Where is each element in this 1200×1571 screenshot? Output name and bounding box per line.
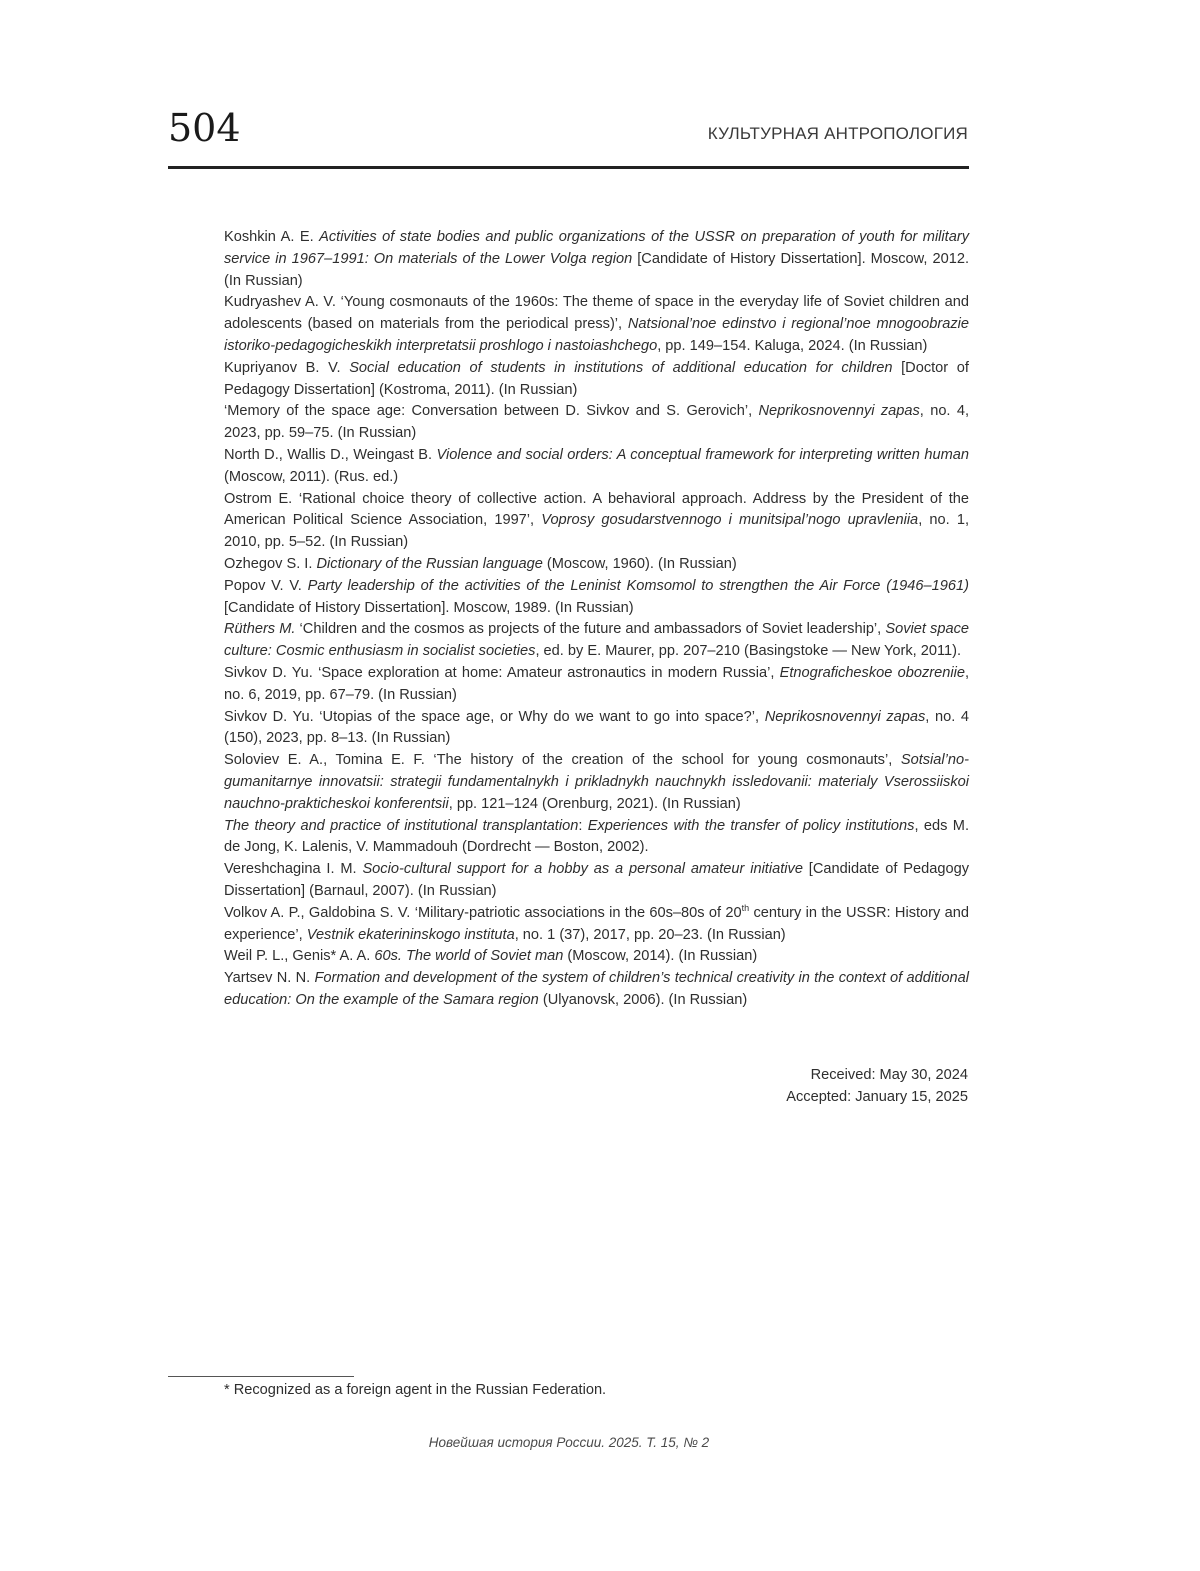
reference-entry xyxy=(224,227,969,292)
reference-text: , pp. 149–154. Kaluga, 2024. (In Russian) xyxy=(657,337,928,354)
reference-text: [Doctor of Pedagogy Dissertation] (Kostroma, 2011). (In Russian) xyxy=(224,359,969,398)
reference-text: (Ulyanovsk, 2006). (In Russian) xyxy=(538,991,748,1008)
reference-text: , no. 1 (37), 2017, pp. 20–23. (In Russian) xyxy=(514,926,786,943)
footnote-divider xyxy=(168,1376,354,1377)
reference-text: [Candidate of History Dissertation]. Moscow, 1989. (In Russian) xyxy=(224,599,634,616)
reference-entry xyxy=(224,707,969,751)
reference-text: Volkov A. P., Galdobina S. V. ‘Military-patriotic associations in the 60s–80s of 20 xyxy=(224,904,742,921)
reference-entry xyxy=(224,292,969,357)
reference-text: (Moscow, 1960). (In Russian) xyxy=(542,555,737,572)
footnote: * Recognized as a foreign agent in the Russian Federation. xyxy=(224,1382,607,1398)
reference-text: , no. 4 (150), 2023, pp. 8–13. (In Russian) xyxy=(224,708,970,747)
reference-title: Natsional’noe edinstvo i regional’noe mnogoobrazie istoriko-pedagogicheskikh interpretatsii proshlogo i nastoiashchego xyxy=(224,316,969,354)
reference-entry xyxy=(224,554,969,576)
reference-text: Sivkov D. Yu. ‘Utopias of the space age, or Why do we want to go into space?’, xyxy=(224,708,765,725)
reference-entry xyxy=(224,576,969,620)
reference-text: Popov V. V. xyxy=(224,577,308,594)
reference-text: , eds M. de Jong, K. Lalenis, V. Mammadouh (Dordrecht — Boston, 2002). xyxy=(224,817,970,856)
reference-title: Voprosy gosudarstvennogo i munitsipal’nogo upravleniia xyxy=(541,512,919,529)
reference-entry xyxy=(224,859,969,903)
reference-title: Dictionary of the Russian language xyxy=(316,555,543,572)
received-date: Received: May 30, 2024 xyxy=(810,1067,968,1083)
reference-text: ‘Memory of the space age: Conversation between D. Sivkov and S. Gerovich’, xyxy=(224,403,759,420)
reference-title: Experiences with the transfer of policy institutions xyxy=(587,817,915,834)
reference-entry xyxy=(224,750,969,815)
reference-entry xyxy=(224,903,969,947)
reference-entry xyxy=(224,445,969,489)
reference-text: [Candidate of History Dissertation]. Moscow, 2012. (In Russian) xyxy=(224,250,970,289)
reference-text: Weil P. L., Genis* A. A. xyxy=(224,948,375,965)
reference-text: , pp. 121–124 (Orenburg, 2021). (In Russian) xyxy=(448,795,741,812)
reference-title: Neprikosnovennyi zapas xyxy=(758,403,920,420)
running-head: КУЛЬТУРНАЯ АНТРОПОЛОГИЯ xyxy=(707,124,968,143)
reference-title: 60s. The world of Soviet man xyxy=(374,948,564,965)
reference-title: Neprikosnovennyi zapas xyxy=(764,708,926,725)
reference-list xyxy=(224,227,969,1012)
reference-title: Etnograficheskoe obozreniie xyxy=(779,664,965,681)
reference-title: Party leadership of the activities of the Leninist Komsomol to strengthen the Air Force (1946–1961) xyxy=(307,577,969,594)
reference-title: Socio-cultural support for a hobby as a personal amateur initiative xyxy=(362,861,803,878)
reference-text: Ozhegov S. I. xyxy=(224,555,317,572)
reference-text: Kupriyanov B. V. xyxy=(224,359,350,376)
header-divider xyxy=(168,166,969,169)
reference-text: Kudryashev A. V. ‘Young cosmonauts of the 1960s: The theme of space in the everyday life of Soviet children and adolescents (based on materials from the periodical press)’, xyxy=(224,294,969,333)
reference-text: North D., Wallis D., Weingast B. xyxy=(224,446,437,463)
page-number: 504 xyxy=(168,106,241,150)
reference-entry xyxy=(224,946,969,968)
reference-entry xyxy=(224,968,969,1012)
reference-title: Soviet space culture: Cosmic enthusiasm in socialist societies xyxy=(224,621,969,660)
accepted-date: Accepted: January 15, 2025 xyxy=(786,1089,968,1105)
reference-text: Vereshchagina I. M. xyxy=(224,861,363,878)
reference-text: , no. 6, 2019, pp. 67–79. (In Russian) xyxy=(224,664,969,703)
reference-text: Ostrom E. ‘Rational choice theory of collective action. A behavioral approach. Address by the President of the American Political Science Association, 1997’, xyxy=(224,490,969,529)
reference-title: Rüthers M. xyxy=(224,621,296,638)
reference-text: [Candidate of Pedagogy Dissertation] (Barnaul, 2007). (In Russian) xyxy=(224,861,969,899)
reference-text: century in the USSR: History and experience’, xyxy=(224,904,969,943)
reference-entry xyxy=(224,489,969,554)
reference-title: Vestnik ekaterininskogo instituta xyxy=(306,926,515,943)
reference-title: Social education of students in institutions of additional education for children xyxy=(349,359,893,376)
reference-title: Activities of state bodies and public organizations of the USSR on preparation of youth for military service in 1967–1991: On materials of the Lower Volga region xyxy=(224,229,969,267)
reference-text: : xyxy=(578,817,588,834)
reference-text: (Moscow, 2014). (In Russian) xyxy=(563,948,758,965)
reference-text: (Moscow, 2011). (Rus. ed.) xyxy=(224,468,399,485)
reference-text: , ed. by E. Maurer, pp. 207–210 (Basingstoke — New York, 2011). xyxy=(535,643,962,660)
reference-title: Sotsial’no-gumanitarnye innovatsii: strategii fundamentalnykh i prikladnykh nauchnykh issledovanii: materialy Vserossiiskoi nauchno-prakticheskoi konferentsii xyxy=(224,752,969,812)
reference-text: Koshkin A. E. xyxy=(224,229,320,245)
reference-text: Soloviev E. A., Tomina E. F. ‘The history of the creation of the school for young cosmonauts’, xyxy=(224,752,901,769)
reference-entry xyxy=(224,816,969,860)
reference-text: , no. 4, 2023, pp. 59–75. (In Russian) xyxy=(224,403,970,442)
reference-text: th xyxy=(741,902,750,913)
article-dates xyxy=(786,1064,968,1108)
reference-text: , no. 1, 2010, pp. 5–52. (In Russian) xyxy=(224,512,970,551)
journal-footer: Новейшая история России. 2025. Т. 15, № 2 xyxy=(428,1435,710,1450)
reference-text: Yartsev N. N. xyxy=(224,970,315,987)
reference-entry xyxy=(224,401,969,445)
reference-title: Violence and social orders: A conceptual framework for interpreting written human xyxy=(436,446,969,463)
reference-entry xyxy=(224,358,969,402)
reference-title: Formation and development of the system of children’s technical creativity in the context of additional education: On the example of the Samara region xyxy=(224,970,970,1008)
reference-text: ‘Children and the cosmos as projects of the future and ambassadors of Soviet leadership’, xyxy=(295,621,886,638)
reference-entry xyxy=(224,663,969,707)
reference-text: Sivkov D. Yu. ‘Space exploration at home: Amateur astronautics in modern Russia’, xyxy=(224,664,780,681)
reference-entry xyxy=(224,619,969,663)
reference-title: The theory and practice of institutional transplantation xyxy=(224,817,579,834)
